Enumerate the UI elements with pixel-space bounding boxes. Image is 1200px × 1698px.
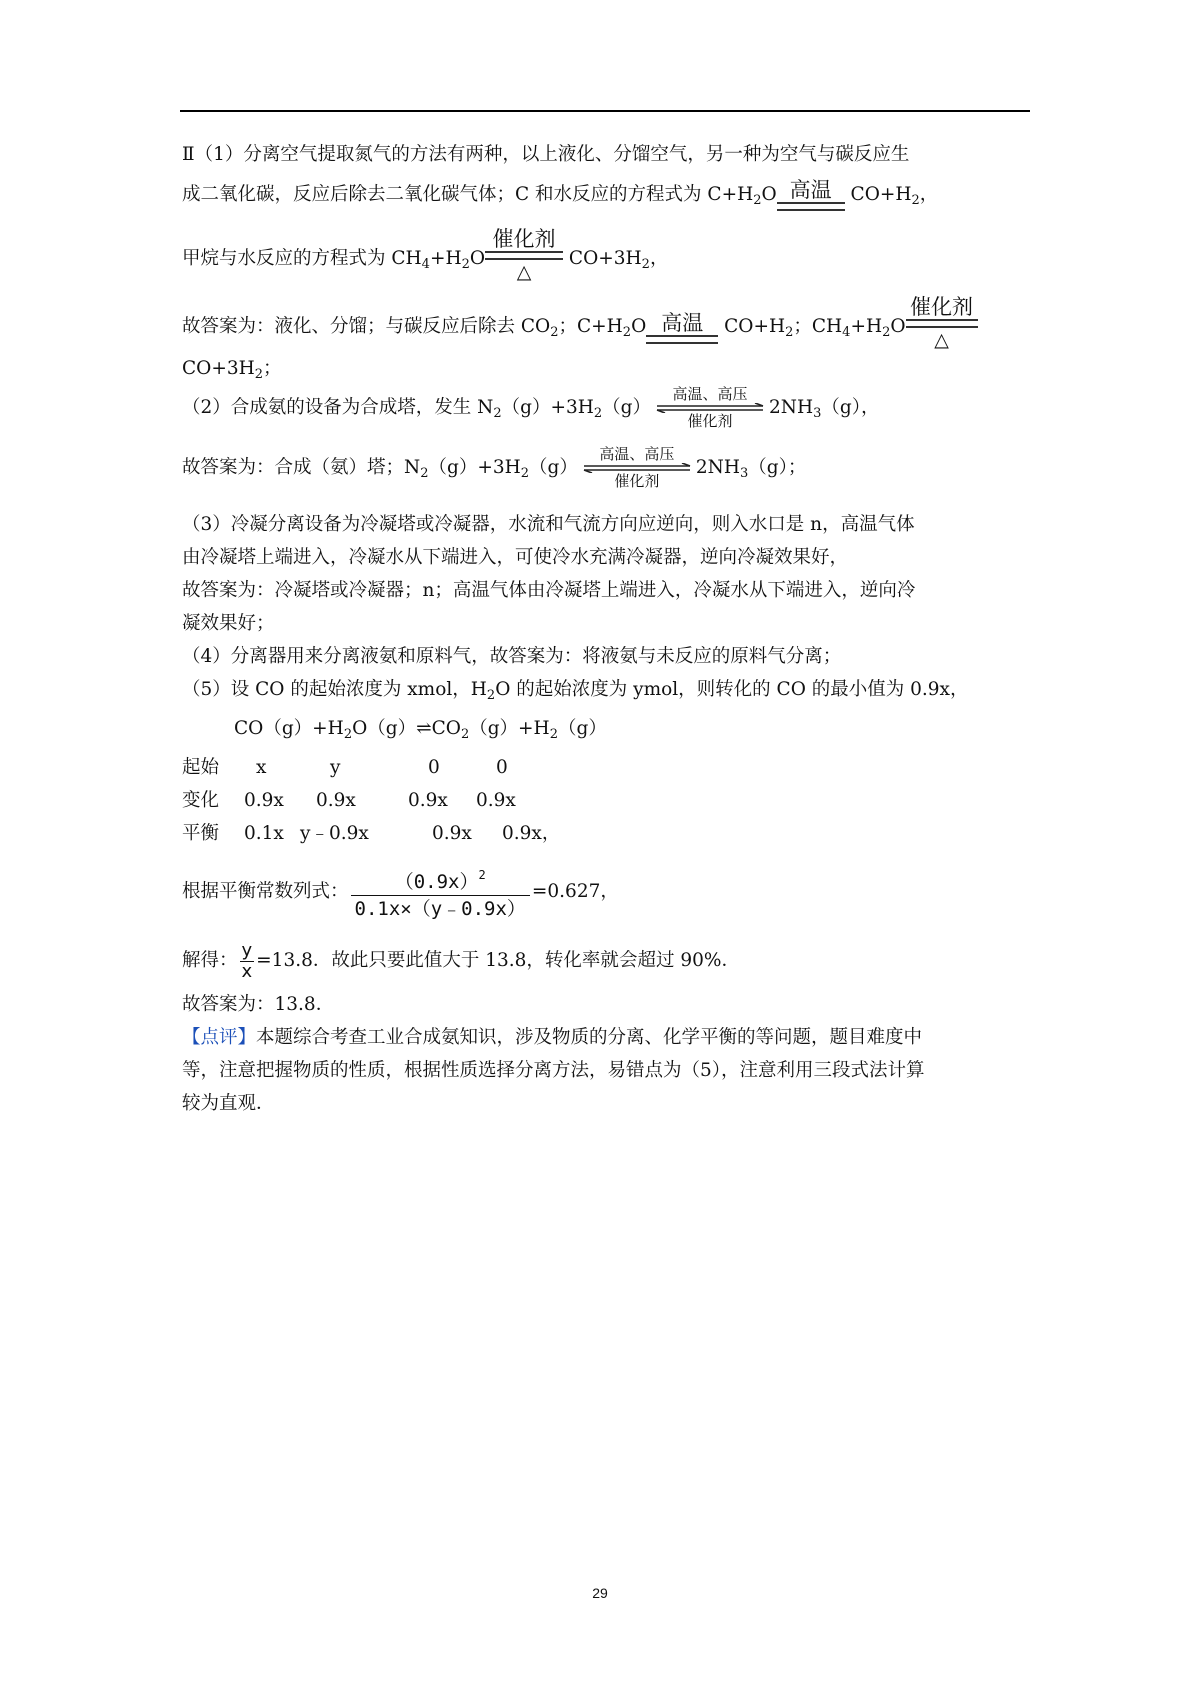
cell: y﹣0.9x [300,823,369,844]
reaction-arrow-catalyst-heat [485,228,563,282]
para-1-line-2 [182,178,1032,228]
para-3-line-4 [182,607,1032,640]
text: O（g）⇌CO [352,718,461,739]
para-3-line-2 [182,541,1032,574]
table-row [182,784,1032,817]
row-label: 变化 [182,790,220,811]
text: O 的起始浓度为 ymol，则转化的 CO 的最小值为 0.9x， [495,679,969,700]
subscript: 2 [911,193,920,208]
subscript: 2 [593,406,603,421]
subscript: 2 [549,727,558,742]
text: CO+H [718,316,786,337]
text: 2NH [769,397,814,418]
text: 故答案为：液化、分馏；与碳反应后除去 CO [182,316,551,337]
text: ， [919,184,939,205]
cell: 0.1x [244,823,284,844]
text: 2NH [695,457,740,478]
text: 根据平衡常数列式： [182,881,349,902]
text: （g） [557,718,607,739]
text: （g）+3H [428,457,521,478]
subscript: 2 [753,193,762,208]
text: +H [429,248,462,269]
reaction-arrow-catalyst-heat [906,296,978,350]
final-answer [182,988,1032,1021]
text: （2）合成氨的设备为合成塔，发生 N [182,397,494,418]
para-1-line-3 [182,228,1032,290]
text: ；C+H [558,316,623,337]
subscript: 4 [842,325,851,340]
cell: 0 [496,757,508,778]
text: （g） [529,457,578,478]
table-row [182,817,1032,850]
text: Ⅱ（1）分离空气提取氮气的方法有两种，以上液化、分馏空气，另一种为空气与碳反应生 [182,144,910,165]
cell: 0.9x， [502,823,561,844]
condition-label: 催化剂 [614,472,660,490]
subscript: 2 [461,257,470,272]
numerator: y [241,939,253,961]
cell: 0.9x [476,790,516,811]
subscript: 2 [622,325,632,340]
denominator: 0.1x×（y﹣0.9x） [354,898,526,920]
review-line-1 [182,1021,1032,1054]
text: O [890,316,906,337]
text: =0.627， [531,881,619,902]
superscript: 2 [478,868,486,882]
text: 成二氧化碳，反应后除去二氧化碳气体；C 和水反应的方程式为 C+H [182,184,754,205]
condition-label: △ [516,261,532,283]
document-body [182,138,1032,1120]
para-5-line-1 [182,673,1032,712]
cell: 0.9x [408,790,448,811]
cell: 0.9x [316,790,356,811]
text: （g）+H [469,718,550,739]
text: ； [263,358,282,379]
table-row [182,751,1032,784]
text: +H [850,316,883,337]
para-3-line-3 [182,574,1032,607]
review-line-3 [182,1087,1032,1120]
subscript: 2 [641,257,650,272]
subscript: 3 [813,406,822,421]
subscript: 2 [486,688,496,703]
header-rule [180,110,1030,112]
solution-line [182,934,1032,988]
subscript: 2 [785,325,794,340]
text: 本题综合考查工业合成氨知识，涉及物质的分离、化学平衡的等问题，题目难度中 [256,1027,923,1048]
page-number: 29 [592,1585,608,1601]
condition-label: △ [934,329,949,351]
para-2-line-1 [182,386,1032,446]
text: （3）冷凝分离设备为冷凝塔或冷凝器，水流和气流方向应逆向，则入水口是 n，高温气体 [182,514,915,535]
text: 甲烷与水反应的方程式为 CH [182,248,422,269]
text: 凝效果好； [182,613,275,634]
text: CO+H [844,184,912,205]
text: （g）， [821,397,880,418]
subscript: 2 [493,406,502,421]
para-1-line-4 [182,295,1032,351]
text: 由冷凝塔上端进入，冷凝水从下端进入，可使冷水充满冷凝器，逆向冷凝效果好， [182,547,849,568]
cell: 0.9x [432,823,472,844]
subscript: 2 [460,727,470,742]
condition-label: 高温、高压 [672,385,748,403]
cell: x [256,757,267,778]
condition-label: 催化剂 [910,295,974,319]
review-tag: 【点评】 [182,1027,257,1048]
text: 解得： [182,950,238,971]
review-line-2 [182,1054,1032,1087]
equilibrium-equation [182,712,1032,751]
equilibrium-constant-fraction [351,862,530,922]
text: （g） [602,397,651,418]
text: CO+3H [182,358,255,379]
text: （0.9x） [394,871,479,893]
text: CO+3H [563,248,642,269]
subscript: 2 [550,325,559,340]
para-1-line-1 [182,138,1032,178]
text: 故答案为：13.8． [182,994,335,1015]
para-1-line-5 [182,352,1032,386]
numerator [351,862,530,896]
text: ；CH [793,316,843,337]
text: （5）设 CO 的起始浓度为 xmol，H [182,679,487,700]
text: （g）； [748,457,807,478]
text: 较为直观． [182,1093,275,1114]
subscript: 2 [420,466,429,481]
condition-label: 催化剂 [687,412,733,430]
cell: y [330,757,341,778]
text: （4）分离器用来分离液氨和原料气，故答案为：将液氨与未反应的原料气分离； [182,646,842,667]
subscript: 2 [520,466,530,481]
subscript: 2 [882,325,891,340]
text: =13.8．故此只要此值大于 13.8，转化率就会超过 90%． [256,950,740,971]
condition-label: 高温 [789,178,832,202]
reaction-arrow-high-temp [646,312,718,350]
text: 故答案为：冷凝塔或冷凝器；n；高温气体由冷凝塔上端进入，冷凝水从下端进入，逆向冷 [182,580,916,601]
condition-label: 催化剂 [492,227,556,251]
para-2-line-2 [182,446,1032,508]
text: O [469,248,486,269]
text: O [761,184,777,205]
subscript: 2 [343,727,353,742]
para-4-line-1 [182,640,1032,673]
subscript: 4 [421,257,430,272]
cell: 0.9x [244,790,284,811]
text: 故答案为：合成（氨）塔；N [182,457,421,478]
subscript: 2 [254,367,264,382]
row-label: 起始 [182,757,220,778]
reaction-arrow-high-temp [777,179,845,217]
ratio-fraction [240,941,255,982]
cell: 0 [428,757,440,778]
denominator: x [241,960,253,982]
para-3-line-1 [182,508,1032,541]
text: ， [649,248,669,269]
equilibrium-constant-line [182,850,1032,934]
text: 等，注意把握物质的性质，根据性质选择分离方法，易错点为（5），注意利用三段式法计算 [182,1060,925,1081]
condition-label: 高温、高压 [599,445,675,463]
condition-label: 高温 [661,311,704,335]
row-label: 平衡 [182,823,220,844]
reversible-arrow [655,386,765,430]
text: O [631,316,647,337]
text: （g）+3H [501,397,594,418]
subscript: 3 [739,466,749,481]
text: CO（g）+H [234,718,344,739]
reversible-arrow [582,446,692,490]
